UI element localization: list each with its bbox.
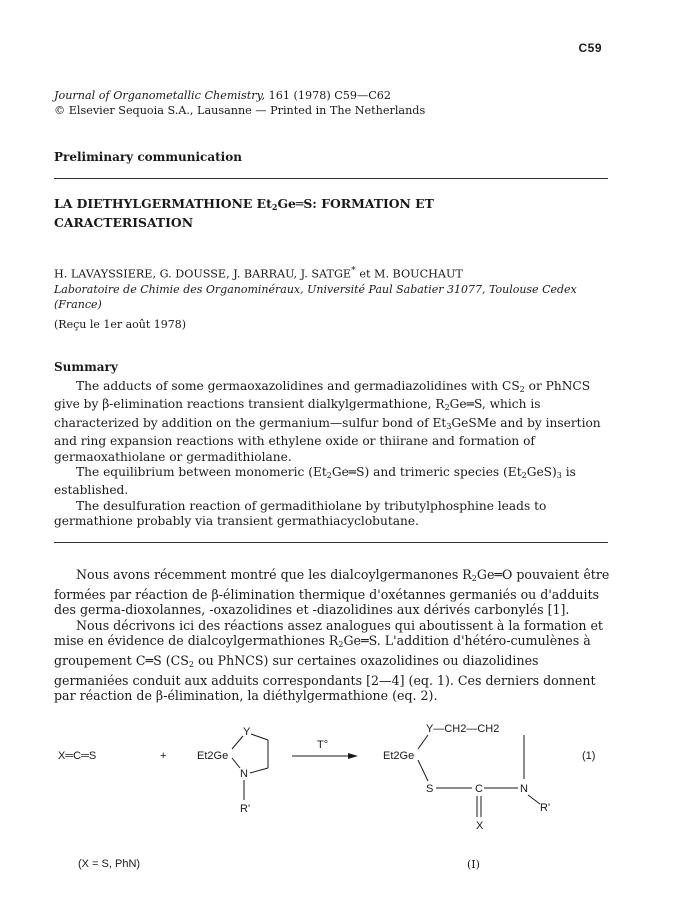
title-line-2: CARACTERISATION xyxy=(54,215,194,230)
received-date: (Reçu le 1er août 1978) xyxy=(54,318,187,331)
body-paragraph-1: Nous avons récemment montré que les dialcoylgermanones $R_2Ge═O$ pouvaient être formées par réaction de β-élimination thermique d'oxétannes germaniés ou d'adduits des germa-dioxolannes, -oxazolidines et -diazolidines aux dérivés carbonylés [1]. xyxy=(54,567,610,618)
publisher-line: © Elsevier Sequoia S.A., Lausanne — Printed in The Netherlands xyxy=(54,104,426,117)
equation-number: (1) xyxy=(582,750,596,762)
divider-top xyxy=(54,178,608,179)
author-names: H. LAVAYSSIERE, G. DOUSSE, J. BARRAU, J. SATGE xyxy=(54,267,352,281)
product-y-chain: Y—CH2—CH2 xyxy=(426,723,500,735)
product-x-atom: X xyxy=(476,820,484,832)
author-list xyxy=(54,263,463,282)
product-c-atom: C xyxy=(475,783,483,795)
summary-paragraph-3: The desulfuration reaction of germadithiolane by tributylphosphine leads to germathione probably via transient germathiacyclobutane. xyxy=(54,498,547,529)
product-s-atom: S xyxy=(426,783,434,795)
affiliation: Laboratoire de Chimie des Organominéraux, Université Paul Sabatier 31077, Toulouse Cedex (France) xyxy=(54,283,577,311)
reagent-formula: X═C═S xyxy=(58,750,97,762)
ring-y-atom: Y xyxy=(243,726,251,738)
corresponding-star: * xyxy=(351,265,356,276)
title-part: Ge═S: FORMATION ET xyxy=(277,196,434,211)
ring-n-atom: N xyxy=(240,768,248,780)
body-paragraph-2: Nous décrivons ici des réactions assez analogues qui aboutissent à la formation et mise en évidence de dialcoylgermathiones $R_2Ge═S$. L'addition d'hétéro-cumulènes à groupement C═S ($CS_2$ ou PhNCS) sur certaines oxazolidines ou diazolidines germaniées conduit aux adduits correspondants [2—4] (eq. 1). Ces derniers donnent par réaction de β-élimination, la diéthylgermathione (eq. 2). xyxy=(54,617,603,704)
summary-heading: Summary xyxy=(54,360,118,374)
reaction-scheme xyxy=(0,716,676,876)
summary-paragraph-2: The equilibrium between monomeric $(Et_2Ge═S)$ and trimeric species $(Et_2GeS)_3$ is established. xyxy=(54,465,576,498)
journal-volume: 161 (1978) C59—C62 xyxy=(268,89,392,102)
reaction-arrow xyxy=(292,753,358,759)
section-label: Preliminary communication xyxy=(54,150,242,164)
ring-bonds xyxy=(232,734,268,800)
product-r-group: R' xyxy=(540,802,551,814)
ring-r-group: R' xyxy=(240,803,251,815)
page-number: C59 xyxy=(578,41,602,55)
plus-sign: + xyxy=(160,750,167,762)
summary-paragraph-1: The adducts of some germaoxazolidines and germadiazolidines with $CS_2$ or PhNCS give by β-elimination reactions transient dialkylgermathione, $R_2Ge═S$, which is characterized by addition on the germanium—sulfur bond of $Et_3GeSMe$ and by insertion and ring expansion reactions with ethylene oxide or thiirane and formation of germaoxathiolane or germadithiolane. xyxy=(54,379,601,464)
journal-citation xyxy=(54,88,425,118)
title-part: LA DIETHYLGERMATHIONE Et xyxy=(54,196,272,211)
compound-label: (I) xyxy=(467,858,480,871)
summary-text xyxy=(54,379,610,530)
title-subscript: 2 xyxy=(271,202,278,212)
journal-name: Journal of Organometallic Chemistry, xyxy=(54,89,266,102)
article-title xyxy=(54,196,614,231)
product-bonds xyxy=(418,735,540,817)
body-text xyxy=(54,567,610,704)
reaction-condition: T° xyxy=(317,739,329,751)
product-n-atom: N xyxy=(520,783,528,795)
author-last: et M. BOUCHAUT xyxy=(355,267,463,281)
divider-summary xyxy=(54,542,608,543)
product-germanium: Et2Ge xyxy=(383,750,415,762)
x-definition: (X = S, PhN) xyxy=(78,858,141,870)
ring-germanium: Et2Ge xyxy=(197,750,229,762)
